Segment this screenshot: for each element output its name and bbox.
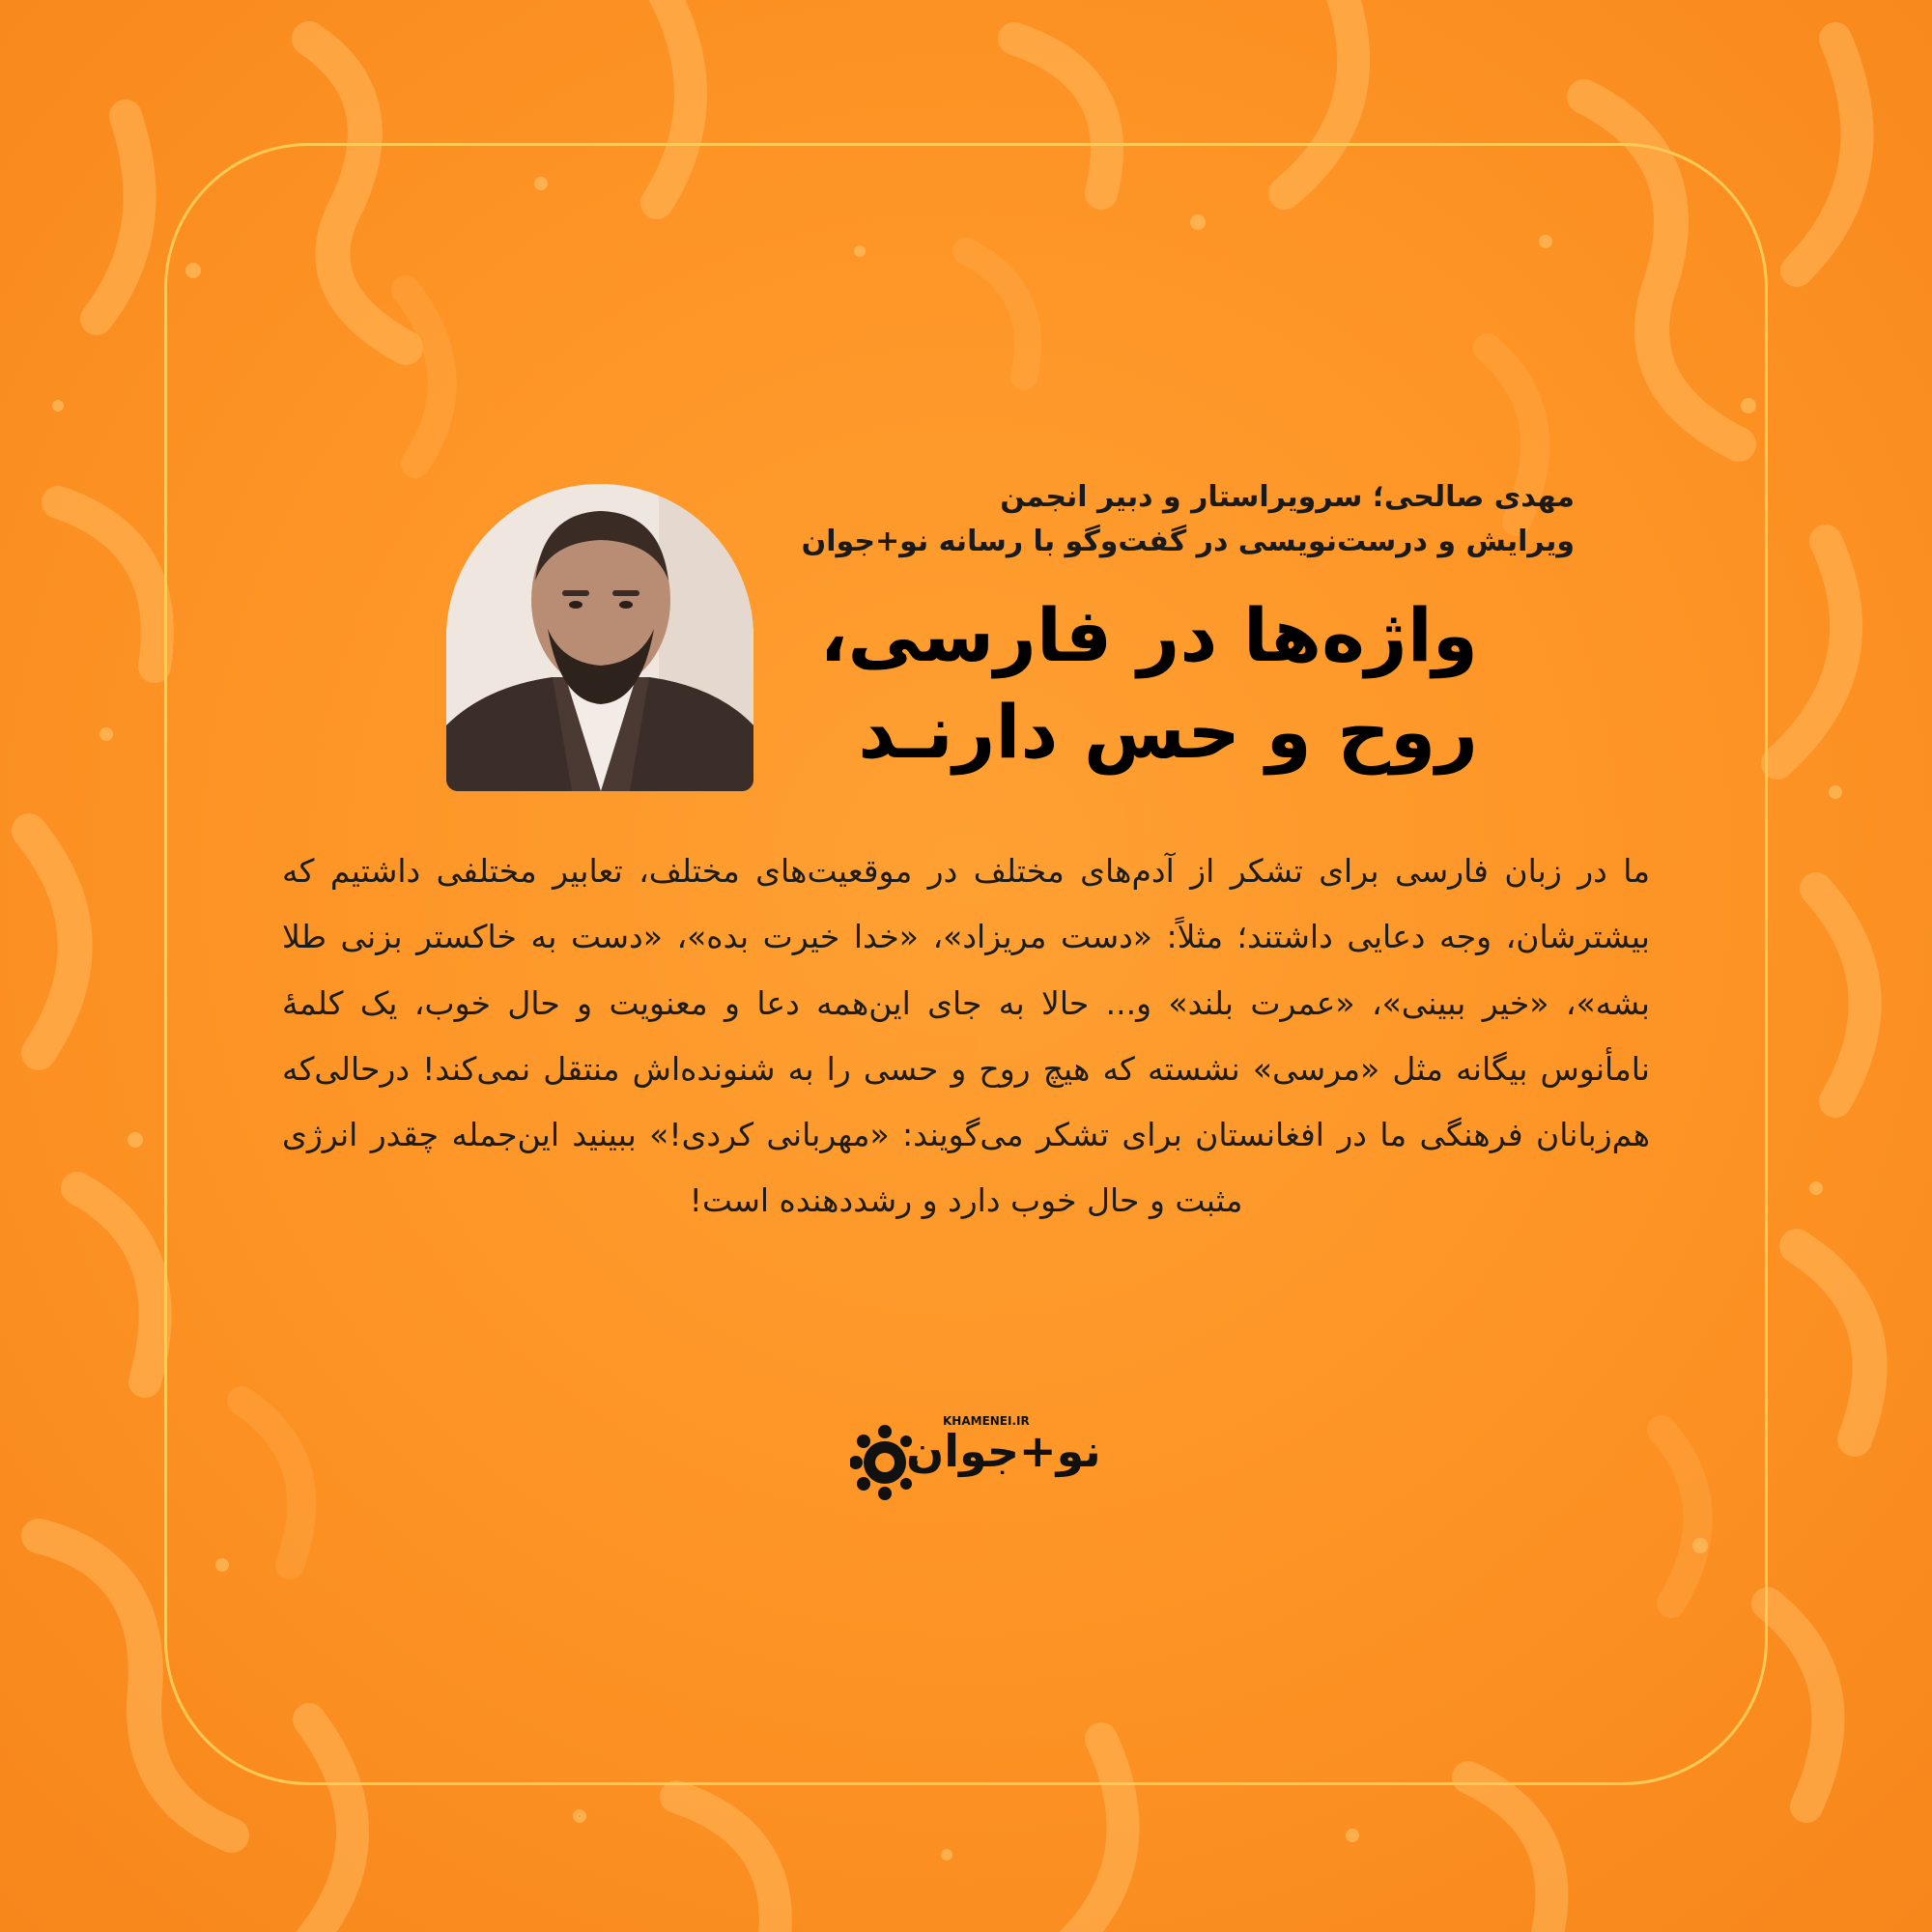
portrait-photo <box>446 484 753 791</box>
subtitle-line-2: ویرایش و درست‌نویسی در گفت‌وگو با رسانه نو+جوان <box>801 525 1575 558</box>
headline-line-2: روح و حس دارنـد <box>858 689 1478 775</box>
author-portrait <box>446 484 753 791</box>
interview-subtitle <box>773 475 1575 564</box>
brand-logo <box>850 1414 1101 1501</box>
subtitle-line-1: مهدی صالحی؛ سرویراستار و دبیر انجمن <box>1000 480 1575 514</box>
headline-line-1: واژه‌ها در فارسی، <box>819 592 1478 678</box>
logo-wordmark: نو+جوان <box>906 1425 1101 1477</box>
logo-url: KHAMENEI.IR <box>943 1414 1030 1428</box>
headline <box>763 587 1478 781</box>
quote-body: ما در زبان فارسی برای تشکر از آدم‌های مختلف در موقعیت‌های مختلف، تعابیر مختلفی داشتیم که بیشترشان، وجه دعایی داشتند؛ مثلاً: «دست مریزاد»، «خدا خیرت بده»، «دست به خاکستر بزنی طلا بشه»، «خیر ببینی»، «عمرت بلند» و... حالا به جای این‌همه دعا و معنویت و حال خوب، یک کلمهٔ نامأنوس بیگانه مثل «مرسی» نشسته که هیچ روح و حسی را به شنونده‌اش منتقل نمی‌کند! درحالی‌که هم‌زبانان فرهنگی ما در افغانستان برای تشکر می‌گویند: «مهربانی کردی!» ببینید این‌جمله چقدر انرژی مثبت و حال خوب دارد و رشددهنده است! <box>282 852 1650 1220</box>
